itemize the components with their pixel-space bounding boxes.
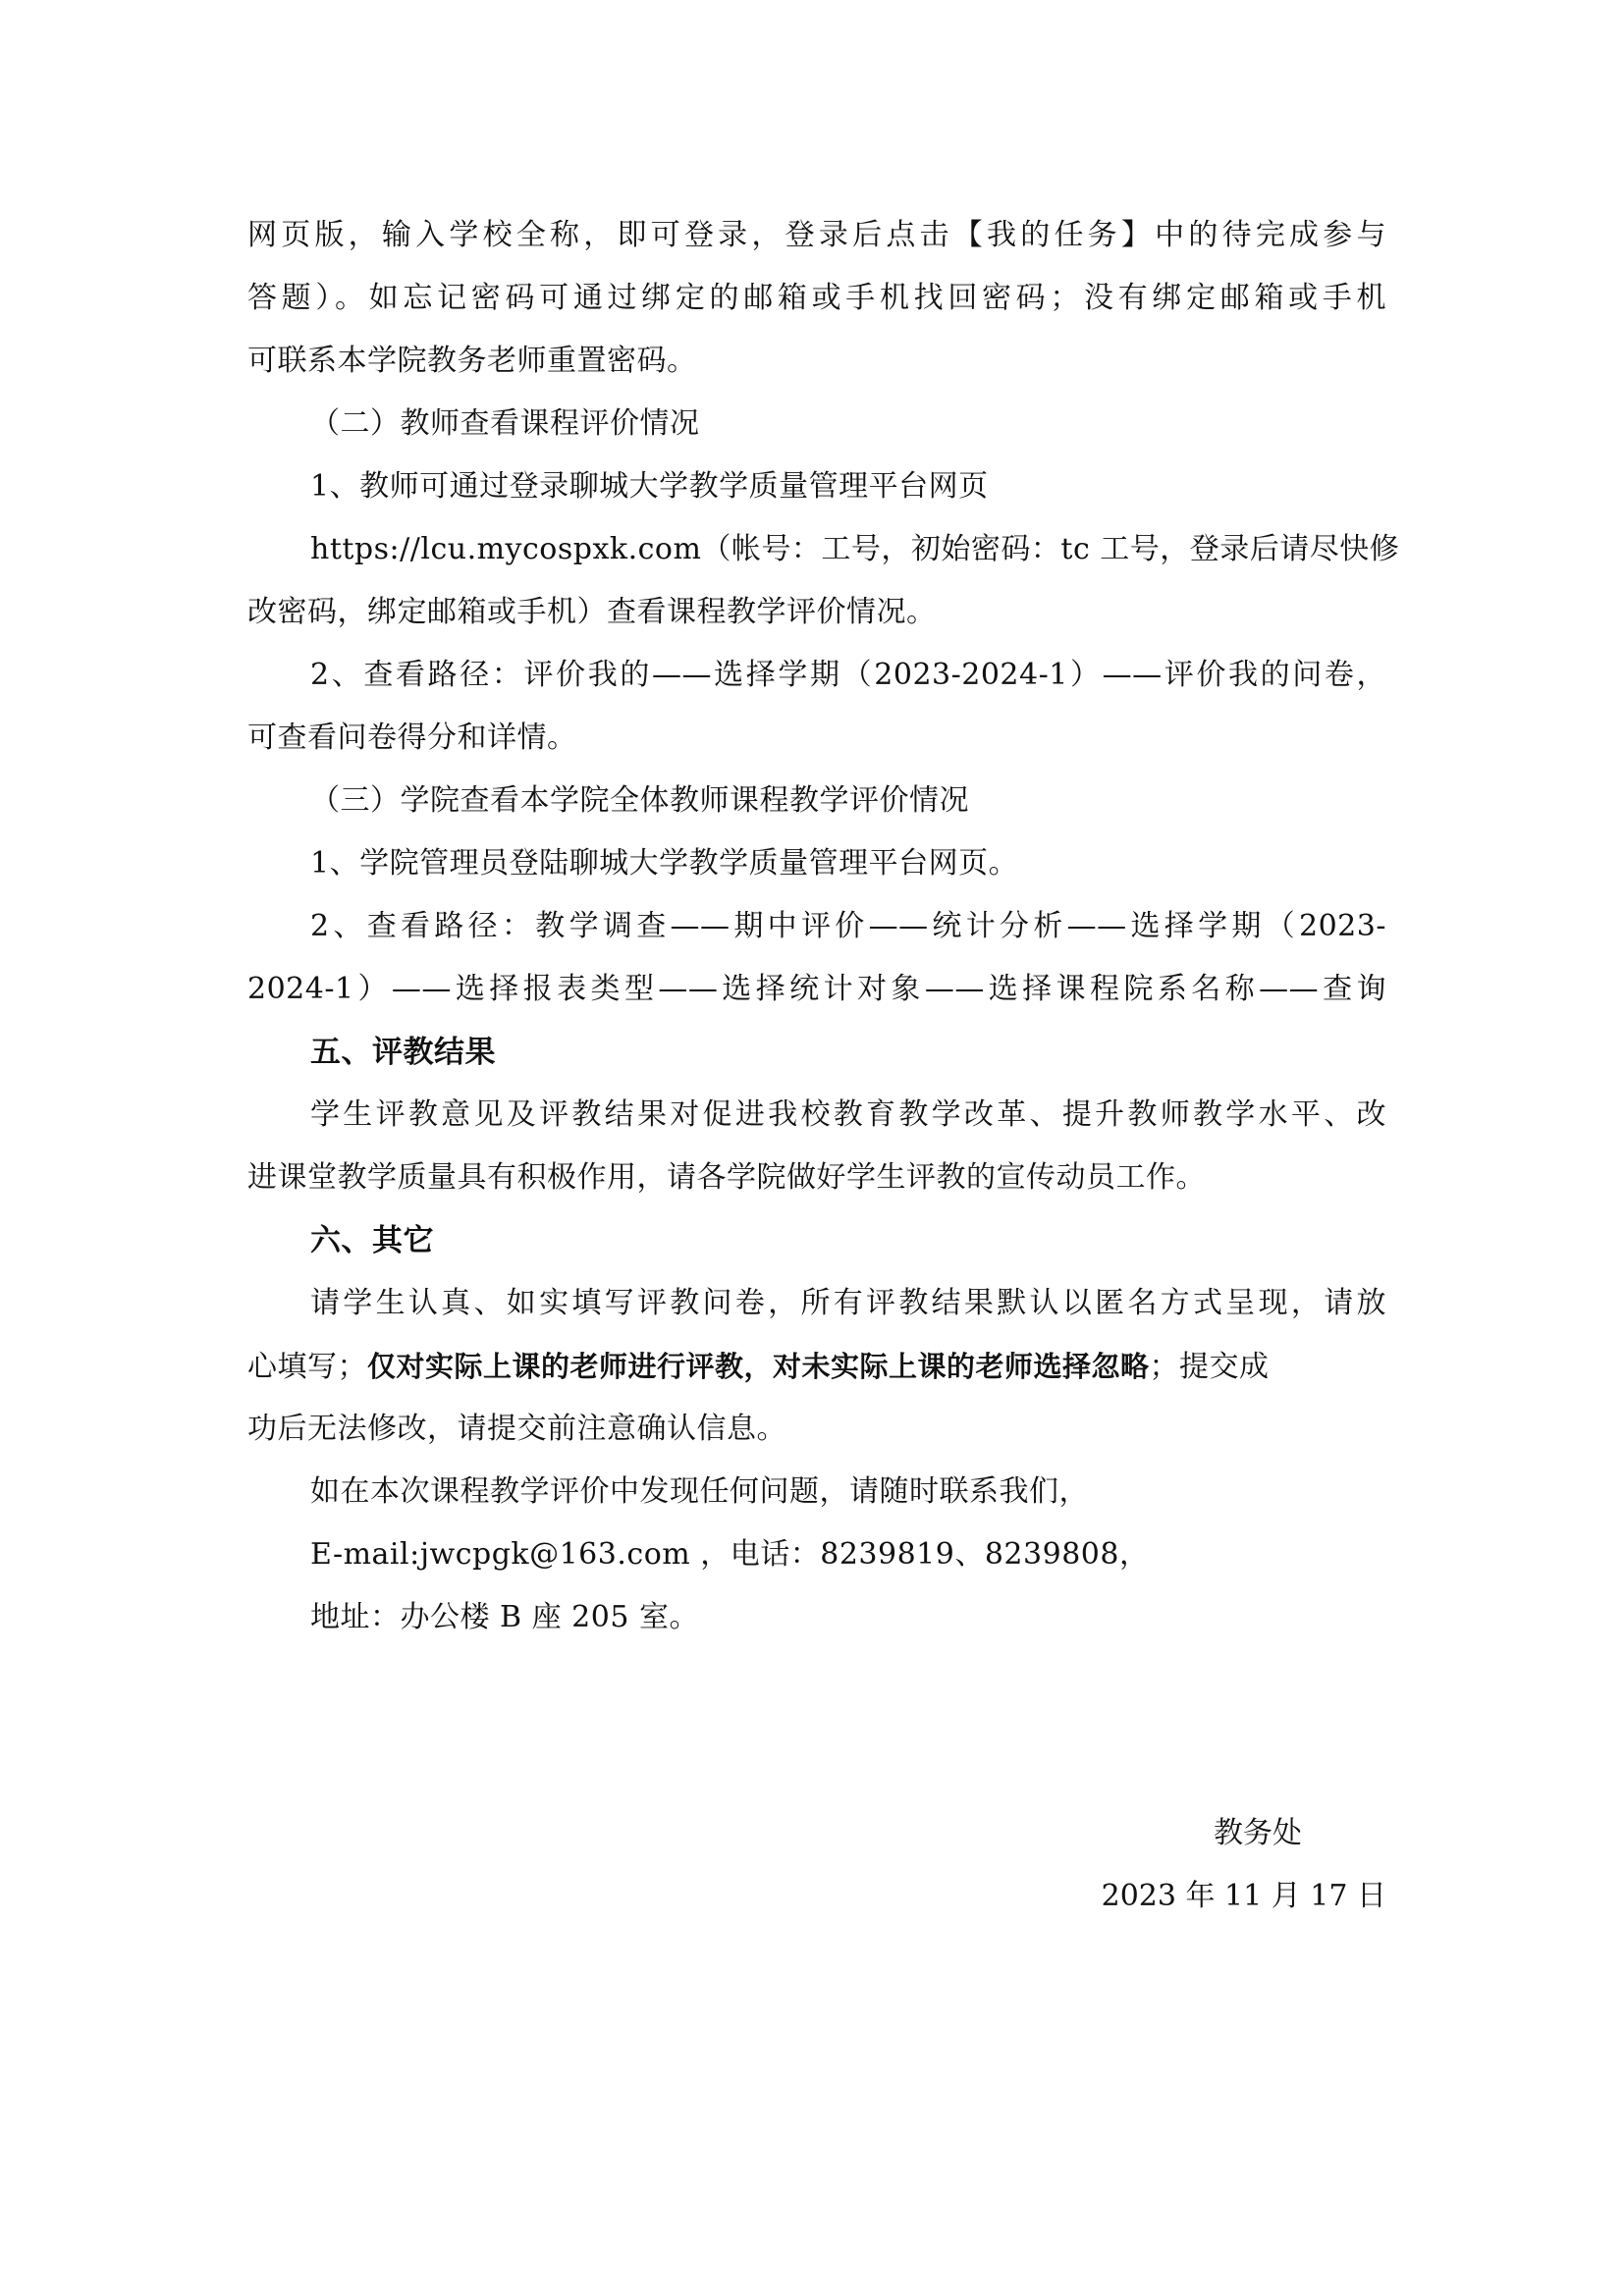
other-paragraph-line-1: 请学生认真、如实填写评教问卷，所有评教结果默认以匿名方式呈现，请放 (310, 1286, 1386, 1320)
teacher-item-1-line-1: 1、教师可通过登录聊城大学教学质量管理平台网页 (310, 469, 989, 504)
college-section-heading: （三）学院查看本学院全体教师课程教学评价情况 (310, 783, 969, 818)
results-paragraph-line-1: 学生评教意见及评教结果对促进我校教育教学改革、提升教师教学水平、改 (310, 1097, 1386, 1132)
teacher-section-heading: （二）教师查看课程评价情况 (310, 406, 700, 441)
teacher-item-1-line-3: 改密码，绑定邮箱或手机）查看课程教学评价情况。 (247, 595, 937, 629)
contact-address: 地址：办公楼 B 座 205 室。 (310, 1600, 699, 1634)
teacher-item-1-line-2: https://lcu.mycospxk.com（帐号：工号，初始密码：tc 工号，登录后请尽快修 (310, 532, 1400, 566)
login-paragraph-line-1: 网页版，输入学校全称，即可登录，登录后点击【我的任务】中的待完成参与 (247, 218, 1386, 252)
teacher-item-2-line-1: 2、查看路径：评价我的——选择学期（2023-2024-1）——评价我的问卷， (310, 658, 1386, 692)
signature-date: 2023 年 11 月 17 日 (1101, 1879, 1386, 1913)
college-item-2-line-2: 2024-1）——选择报表类型——选择统计对象——选择课程院系名称——查询 (247, 972, 1386, 1006)
other-section-heading: 六、其它 (310, 1223, 434, 1258)
college-item-1: 1、学院管理员登陆聊城大学教学质量管理平台网页。 (310, 846, 1019, 881)
signature-department: 教务处 (1214, 1816, 1302, 1850)
college-item-2-line-1: 2、查看路径：教学调查——期中评价——统计分析——选择学期（2023- (310, 909, 1386, 943)
other-paragraph-line-2 (247, 1335, 1386, 1398)
other-line-2-suffix: ；提交成 (1149, 1350, 1270, 1384)
results-section-heading: 五、评教结果 (310, 1035, 496, 1070)
login-paragraph-line-3: 可联系本学院教务老师重置密码。 (247, 344, 697, 378)
teacher-item-2-line-2: 可查看问卷得分和详情。 (247, 721, 577, 755)
document-body (247, 204, 1400, 1649)
emphasis-text: 仅对实际上课的老师进行评教，对未实际上课的老师选择忽略 (367, 1350, 1150, 1383)
login-paragraph-line-2: 答题）。如忘记密码可通过绑定的邮箱或手机找回密码；没有绑定邮箱或手机 (247, 281, 1386, 315)
results-paragraph-line-2: 进课堂教学质量具有积极作用，请各学院做好学生评教的宣传动员工作。 (247, 1160, 1206, 1195)
contact-intro: 如在本次课程教学评价中发现任何问题，请随时联系我们， (310, 1474, 1089, 1509)
other-line-2-prefix: 心填写； (247, 1350, 367, 1384)
contact-email-phone: E-mail:jwcpgk@163.com ，电话：8239819、8239808， (310, 1537, 1150, 1572)
other-paragraph-line-3: 功后无法修改，请提交前注意确认信息。 (247, 1412, 786, 1446)
